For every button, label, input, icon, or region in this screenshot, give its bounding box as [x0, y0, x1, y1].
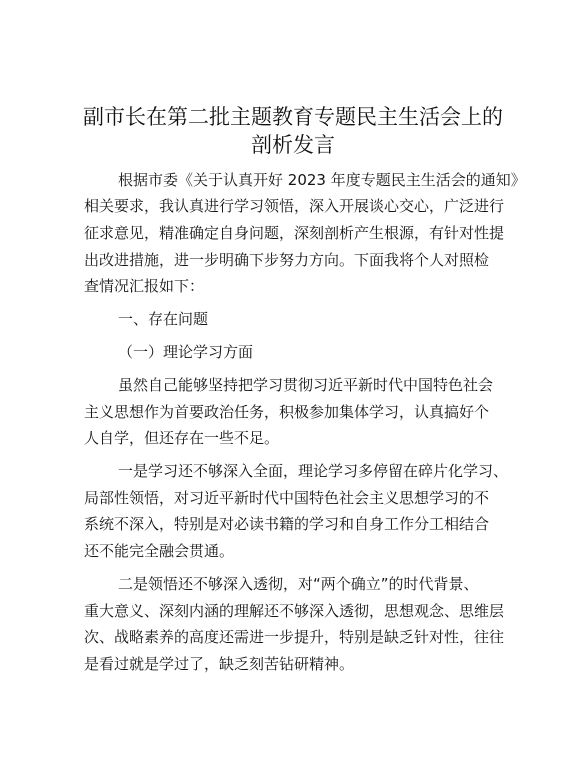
paragraph-line: 局部性领悟，对习近平新时代中国特色社会主义思想学习的不: [84, 489, 490, 507]
paragraph-line: 次、战略素养的高度还需进一步提升，特别是缺乏针对性，往往: [84, 628, 505, 646]
subsection-heading: （一）理论学习方面: [118, 343, 254, 361]
document-title-line-2: 剖析发言: [251, 133, 335, 157]
paragraph-line: 系统不深入，特别是对必读书籍的学习和自身工作分工相结合: [84, 515, 490, 533]
paragraph-line: 人自学，但还存在一些不足。: [84, 429, 280, 447]
paragraph-line: 查情况汇报如下：: [84, 277, 205, 295]
paragraph-line: 主义思想作为首要政治任务，积极参加集体学习，认真搞好个: [84, 403, 490, 421]
paragraph-line: 相关要求，我认真进行学习领悟，深入开展谈心交心，广泛进行: [84, 197, 505, 215]
paragraph-line: 根据市委《关于认真开好 2023 年度专题民主生活会的通知》: [118, 171, 526, 189]
paragraph-line: 还不能完全融会贯通。: [84, 542, 235, 560]
section-heading: 一、存在问题: [118, 310, 209, 328]
paragraph-line: 一是学习还不够深入全面，理论学习多停留在碎片化学习、: [118, 462, 509, 480]
paragraph-line: 重大意义、深刻内涵的理解还不够深入透彻，思想观念、思维层: [84, 602, 505, 620]
paragraph-line: 二是领悟还不够深入透彻，对“两个确立”的时代背景、: [118, 575, 479, 593]
paragraph-line: 出改进措施，进一步明确下步努力方向。下面我将个人对照检: [84, 251, 490, 269]
paragraph-line: 征求意见，精准确定自身问题，深刻剖析产生根源，有针对性提: [84, 224, 505, 242]
paragraph-line: 是看过就是学过了，缺乏刻苦钻研精神。: [84, 655, 355, 673]
document-title-line-1: 副市长在第二批主题教育专题民主生活会上的: [83, 105, 503, 129]
paragraph-line: 虽然自己能够坚持把学习贯彻习近平新时代中国特色社会: [118, 376, 494, 394]
